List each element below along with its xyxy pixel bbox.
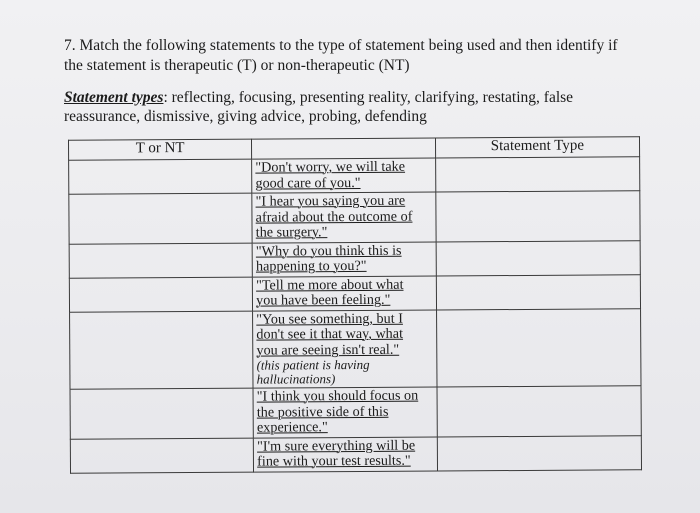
statement-cell — [253, 437, 437, 472]
answer-cell-t-or-nt[interactable] — [70, 311, 254, 390]
answer-cell-t-or-nt[interactable] — [69, 243, 252, 278]
statement-line: "Tell me more about what — [256, 276, 404, 294]
statement-cell — [253, 276, 437, 311]
answer-cell-t-or-nt[interactable] — [69, 193, 252, 244]
table-row — [70, 386, 641, 439]
table-row — [69, 157, 640, 194]
answer-cell-statement-type[interactable] — [436, 308, 641, 387]
statement-line: you have been feeling." — [256, 291, 391, 309]
statement-note: (this patient is having — [256, 356, 370, 373]
statement-line: the surgery." — [255, 224, 328, 241]
statement-line: "You see something, but I — [256, 310, 403, 328]
statement-cell — [252, 192, 436, 243]
answer-cell-statement-type[interactable] — [436, 240, 641, 275]
statement-line: you are seeing isn't real." — [256, 341, 400, 359]
statement-line: happening to you?" — [255, 257, 367, 275]
statement-types-line-1 — [64, 88, 624, 107]
question-line-1: 7. Match the following statements to the type of statement being used and then identify if — [64, 37, 618, 54]
answer-cell-statement-type[interactable] — [436, 191, 641, 242]
statement-line: "Why do you think this is — [255, 242, 402, 260]
statement-cell — [253, 387, 437, 438]
statement-line: don't see it that way, what — [256, 325, 404, 343]
answer-cell-statement-type[interactable] — [436, 274, 641, 309]
statement-cell — [253, 310, 437, 389]
statement-types-list-2: reassurance, dismissive, giving advice, probing, defending — [64, 108, 427, 125]
table-row — [69, 191, 640, 244]
header-statement-type: Statement Type — [435, 137, 639, 158]
statement-line: "I think you should focus on — [256, 387, 419, 405]
answer-cell-t-or-nt[interactable] — [69, 277, 252, 312]
answer-cell-t-or-nt[interactable] — [70, 388, 253, 439]
statement-line: the positive side of this — [256, 403, 389, 421]
header-statement — [252, 138, 436, 159]
question-line-2: the statement is therapeutic (T) or non-therapeutic (NT) — [64, 57, 410, 74]
statement-cell — [252, 158, 436, 193]
statement-line: fine with your test results." — [257, 452, 411, 470]
answer-cell-statement-type[interactable] — [435, 157, 640, 192]
answer-cell-statement-type[interactable] — [437, 386, 642, 437]
statement-types — [64, 88, 624, 126]
answer-cell-t-or-nt[interactable] — [69, 159, 252, 194]
table-row — [69, 274, 640, 311]
statement-types-list-1: : reflecting, focusing, presenting reality, clarifying, restating, false — [163, 89, 574, 106]
statement-cell — [252, 242, 436, 277]
statement-note: hallucinations) — [256, 371, 336, 387]
question-text — [64, 36, 654, 76]
answer-cell-statement-type[interactable] — [437, 435, 642, 470]
statement-line: experience." — [256, 419, 328, 436]
worksheet-table — [68, 136, 642, 473]
statement-line: good care of you." — [255, 174, 361, 192]
statement-line: "I hear you saying you are — [255, 192, 406, 210]
statement-line: afraid about the outcome of — [255, 208, 413, 226]
statement-line: "I'm sure everything will be — [257, 437, 416, 455]
statement-types-label: Statement types — [64, 89, 164, 106]
table-row — [70, 435, 641, 472]
table-row — [69, 240, 640, 277]
statement-line: "Don't worry, we will take — [255, 158, 406, 176]
header-t-or-nt: T or NT — [68, 139, 251, 160]
answer-cell-t-or-nt[interactable] — [70, 438, 253, 473]
table-row — [70, 308, 641, 389]
